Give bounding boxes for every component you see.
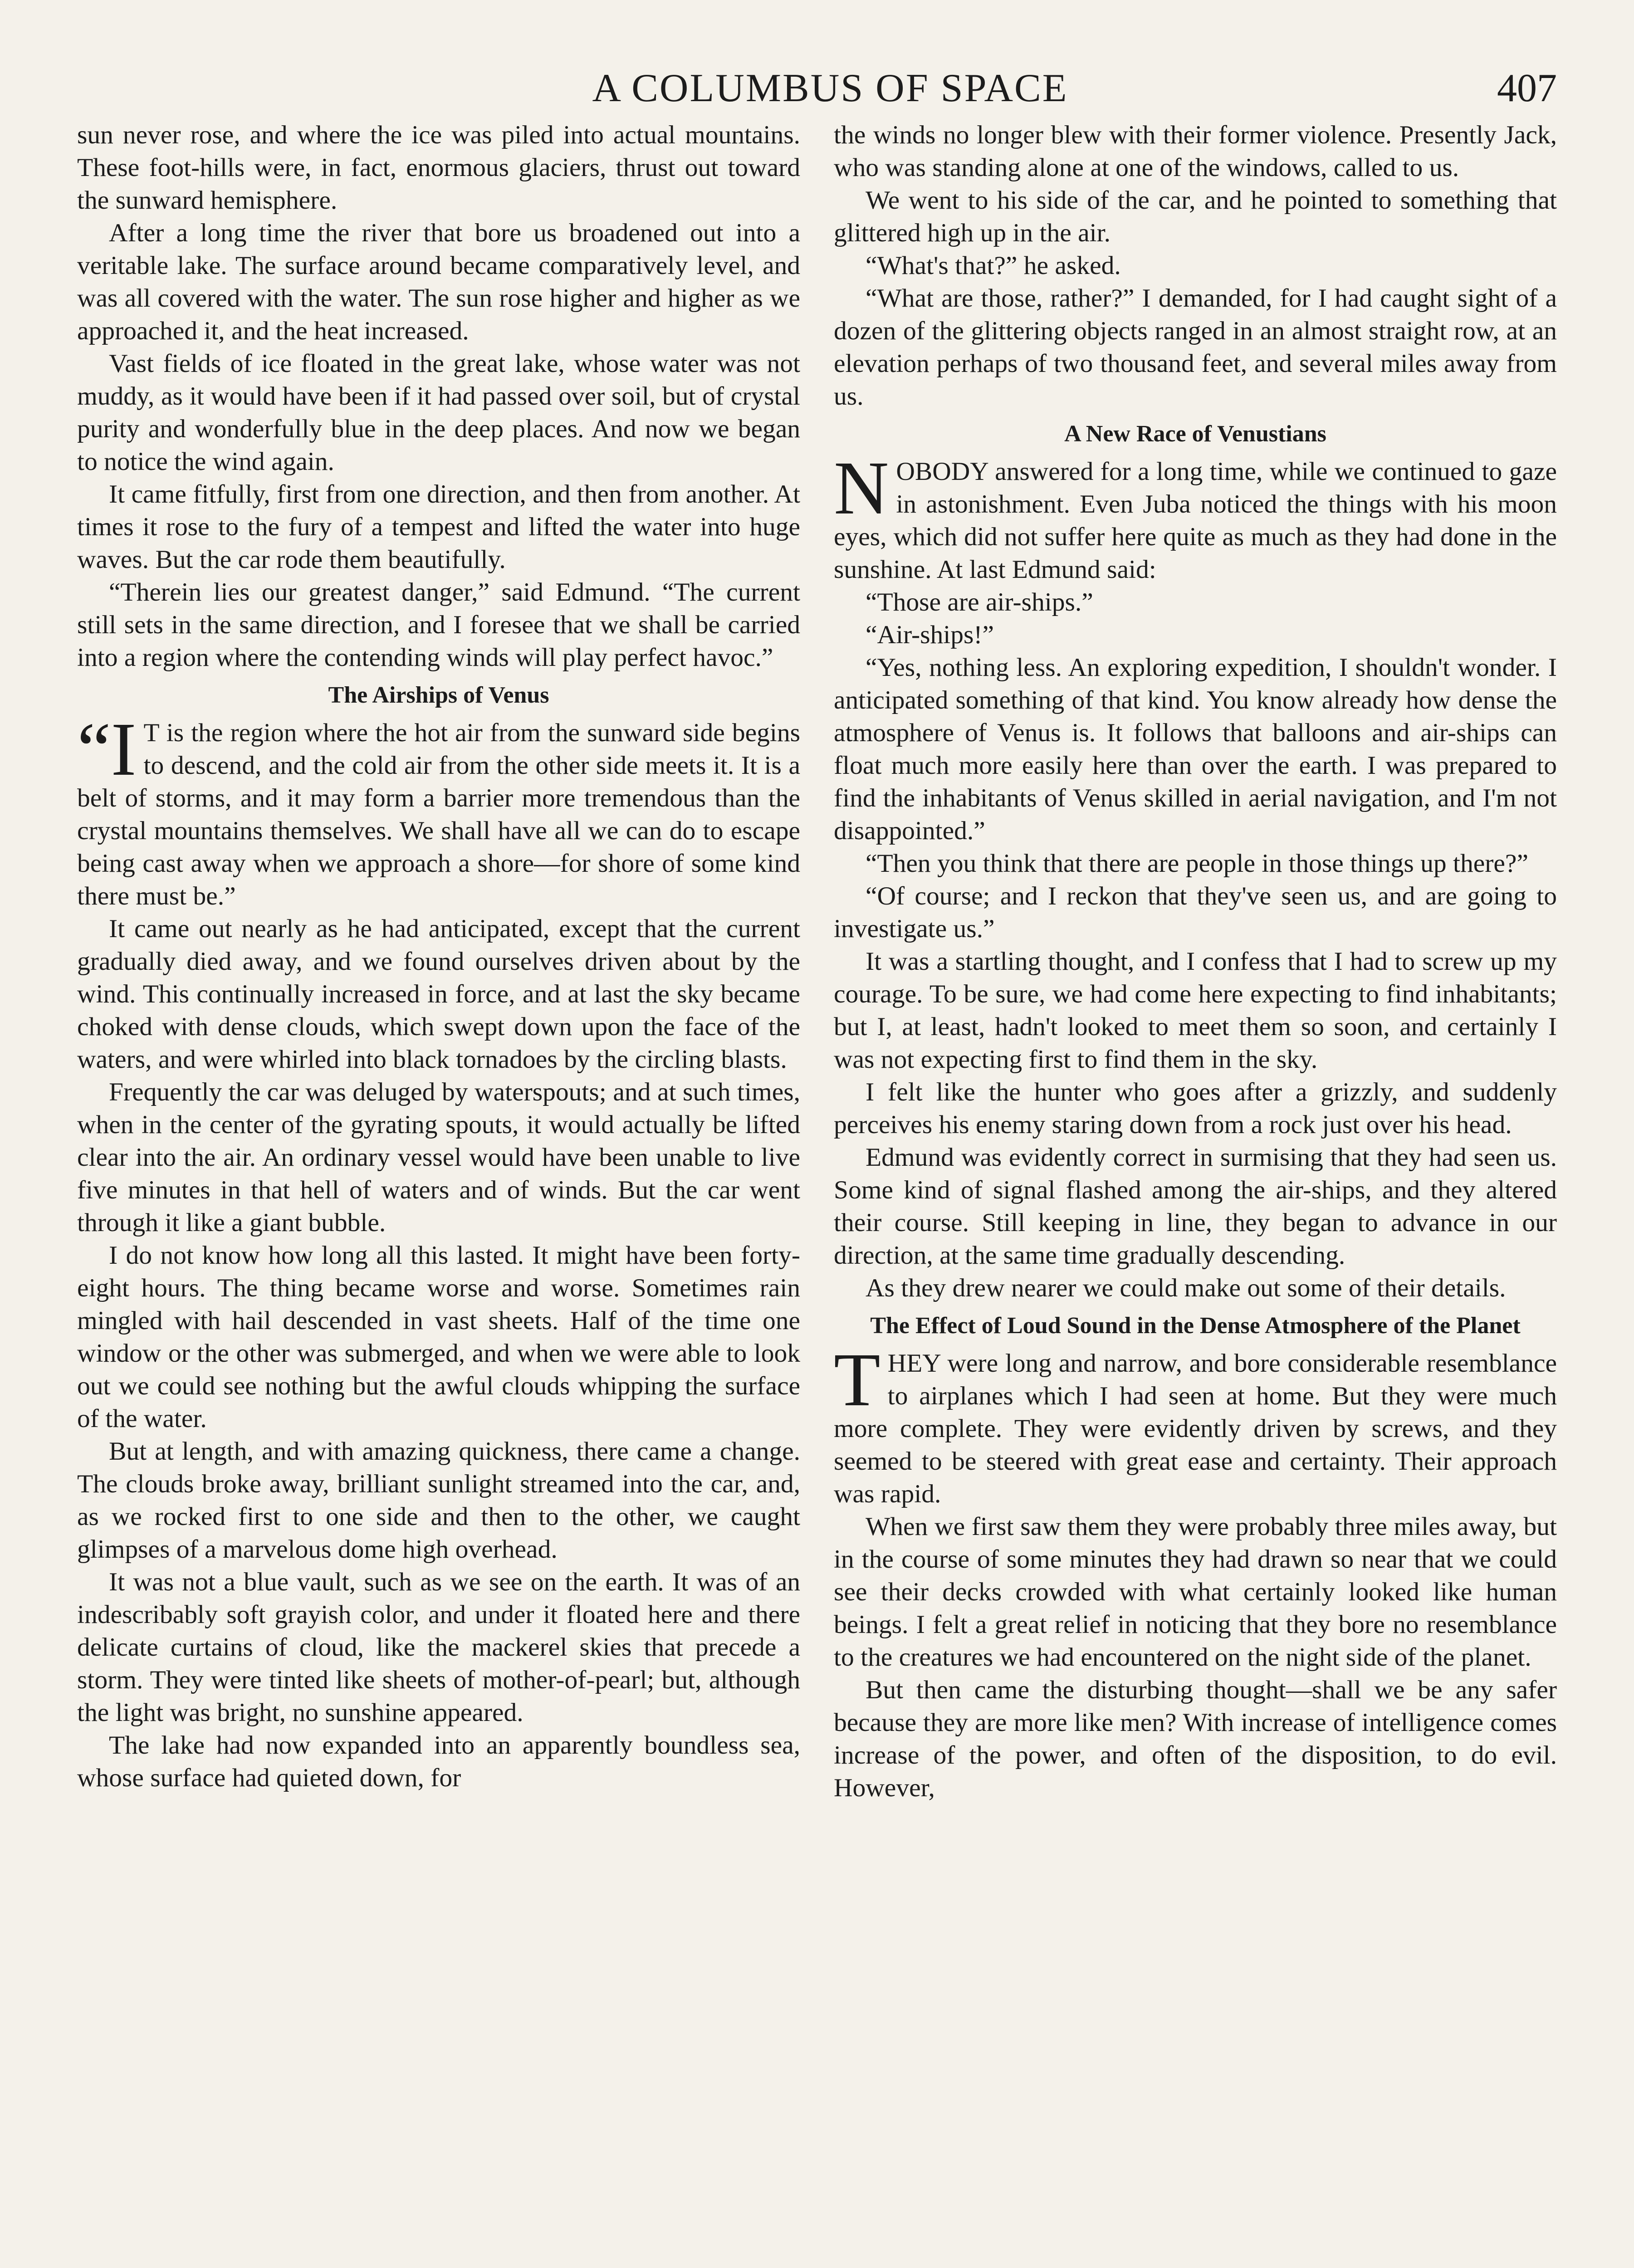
paragraph: It came out nearly as he had anticipated, except that the current gradually died away, and we found ourselves driven about by the wind. This continually increased in force, and at last the sky became choked with dense clouds, which swept down upon the face of the waters, and were whirled into black tornadoes by the circling blasts.	[77, 914, 800, 1074]
paragraph: “What are those, rather?” I demanded, for I had caught sight of a dozen of the glittering objects ranged in an almost straight row, at an elevation perhaps of two thousand feet, and several miles away from us.	[834, 284, 1557, 411]
paragraph: sun never rose, and where the ice was piled into actual mountains. These foot-hills were, in fact, enormous glaciers, thrust out toward the sunward hemisphere.	[77, 121, 800, 215]
drop-cap: T	[834, 1338, 881, 1422]
paragraph-dropcap	[834, 1338, 1557, 1510]
section-subhead: The Effect of Loud Sound in the Dense Atmosphere of the Planet	[870, 1313, 1521, 1339]
paragraph-text: OBODY answered for a long time, while we continued to gaze in astonishment. Even Juba noticed the things with his moon eyes, which did not suffer here quite as much as they had done in the sunshine. At last Edmund said:	[834, 457, 1557, 584]
paragraph: But then came the disturbing thought—shall we be any safer because they are more like men? With increase of intelligence comes increase of the power, and often of the disposition, to do evil. However,	[834, 1676, 1557, 1802]
paragraph: Frequently the car was deluged by waterspouts; and at such times, when in the center of the gyrating spouts, it would actually be lifted clear into the air. An ordinary vessel would have been unable to live five minutes in that hell of waters and of winds. But the car went through it like a giant bubble.	[77, 1078, 800, 1237]
drop-cap: “I	[77, 707, 137, 792]
paragraph: It was not a blue vault, such as we see on the earth. It was of an indescribably soft grayish color, and under it floated here and there delicate curtains of cloud, like the mackerel skies that precede a storm. They were tinted like sheets of mother-of-pearl; but, although the light was bright, no sunshine appeared.	[77, 1568, 800, 1727]
running-title: A COLUMBUS OF SPACE	[592, 66, 1068, 110]
paragraph-dropcap	[834, 446, 1557, 586]
paragraph-text: HEY were long and narrow, and bore considerable resemblance to airplanes which I had seen at home. But they were much more complete. They were evidently driven by screws, and they seemed to be steered with great ease and certainty. Their approach was rapid.	[834, 1349, 1557, 1508]
page-number: 407	[1497, 66, 1557, 110]
paragraph: “Air-ships!”	[866, 621, 994, 649]
section-subhead: The Airships of Venus	[328, 682, 549, 708]
paragraph: Vast fields of ice floated in the great lake, whose water was not muddy, as it would have been if it had passed over soil, but of crystal purity and wonderfully blue in the deep places. And now we began to notice the wind again.	[77, 349, 800, 476]
paragraph: “Those are air-ships.”	[866, 588, 1093, 616]
left-column	[77, 119, 800, 2268]
paragraph: “What's that?” he asked.	[866, 251, 1121, 280]
paragraph: But at length, and with amazing quickness, there came a change. The clouds broke away, brilliant sunlight streamed into the car, and, as we rocked first to one side and then to the other, we caught glimpses of a marvelous dome high overhead.	[77, 1437, 800, 1564]
paragraph: “Therein lies our greatest danger,” said Edmund. “The current still sets in the same direction, and I foresee that we shall be carried into a region where the contending winds will play perfect havoc.”	[77, 578, 800, 672]
paragraph-text: T is the region where the hot air from the sunward side begins to descend, and the cold air from the other side meets it. It is a belt of storms, and it may form a barrier more tremendous than the crystal mountains themselves. We shall have all we can do to escape being cast away when we approach a shore—for shore of some kind there must be.”	[77, 719, 800, 910]
paragraph: It was a startling thought, and I confess that I had to screw up my courage. To be sure, we had come here expecting to find inhabitants; but I, at least, hadn't looked to meet them so soon, and certainly I was not expecting first to find them in the sky.	[834, 947, 1557, 1074]
paragraph: Edmund was evidently correct in surmising that they had seen us. Some kind of signal flashed among the air-ships, and they altered their course. Still keeping in line, they began to advance in our direction, at the same time gradually descending.	[834, 1143, 1557, 1270]
running-head	[0, 64, 1634, 113]
paragraph: “Then you think that there are people in those things up there?”	[866, 849, 1528, 878]
paragraph: I do not know how long all this lasted. It might have been forty-eight hours. The thing became worse and worse. Sometimes rain mingled with hail descended in vast sheets. Half of the time one window or the other was submerged, and when we were able to look out we could see nothing but the awful clouds whipping the surface of the water.	[77, 1241, 800, 1433]
paragraph: the winds no longer blew with their former violence. Presently Jack, who was standing alone at one of the windows, called to us.	[834, 121, 1557, 182]
drop-cap: N	[834, 446, 889, 530]
paragraph: When we first saw them they were probably three miles away, but in the course of some minutes they had drawn so near that we could see their decks crowded with what certainly looked like human beings. I felt a great relief in noticing that they bore no resemblance to the creatures we had encountered on the night side of the planet.	[834, 1512, 1557, 1672]
paragraph: “Of course; and I reckon that they've seen us, and are going to investigate us.”	[834, 882, 1557, 943]
section-subhead: A New Race of Venustians	[1064, 421, 1326, 447]
paragraph: “Yes, nothing less. An exploring expedition, I shouldn't wonder. I anticipated something of that kind. You know already how dense the atmosphere of Venus is. It follows that balloons and air-ships can float much more easily here than over the earth. I was prepared to find the inhabitants of Venus skilled in aerial navigation, and I'm not disappointed.”	[834, 653, 1557, 845]
paragraph-dropcap	[77, 707, 800, 913]
paragraph: It came fitfully, first from one direction, and then from another. At times it rose to the fury of a tempest and lifted the water into huge waves. But the car rode them beautifully.	[77, 480, 800, 574]
paragraph: The lake had now expanded into an apparently boundless sea, whose surface had quieted down, for	[77, 1731, 800, 1792]
paragraph: I felt like the hunter who goes after a grizzly, and suddenly perceives his enemy staring down from a rock just over his head.	[834, 1078, 1557, 1139]
paragraph: After a long time the river that bore us broadened out into a veritable lake. The surface around became comparatively level, and was all covered with the water. The sun rose higher and higher as we approached it, and the heat increased.	[77, 219, 800, 345]
right-column	[834, 119, 1557, 2268]
paragraph: As they drew nearer we could make out some of their details.	[866, 1274, 1506, 1302]
text-columns	[77, 119, 1557, 2268]
paragraph: We went to his side of the car, and he pointed to something that glittered high up in the air.	[834, 186, 1557, 247]
